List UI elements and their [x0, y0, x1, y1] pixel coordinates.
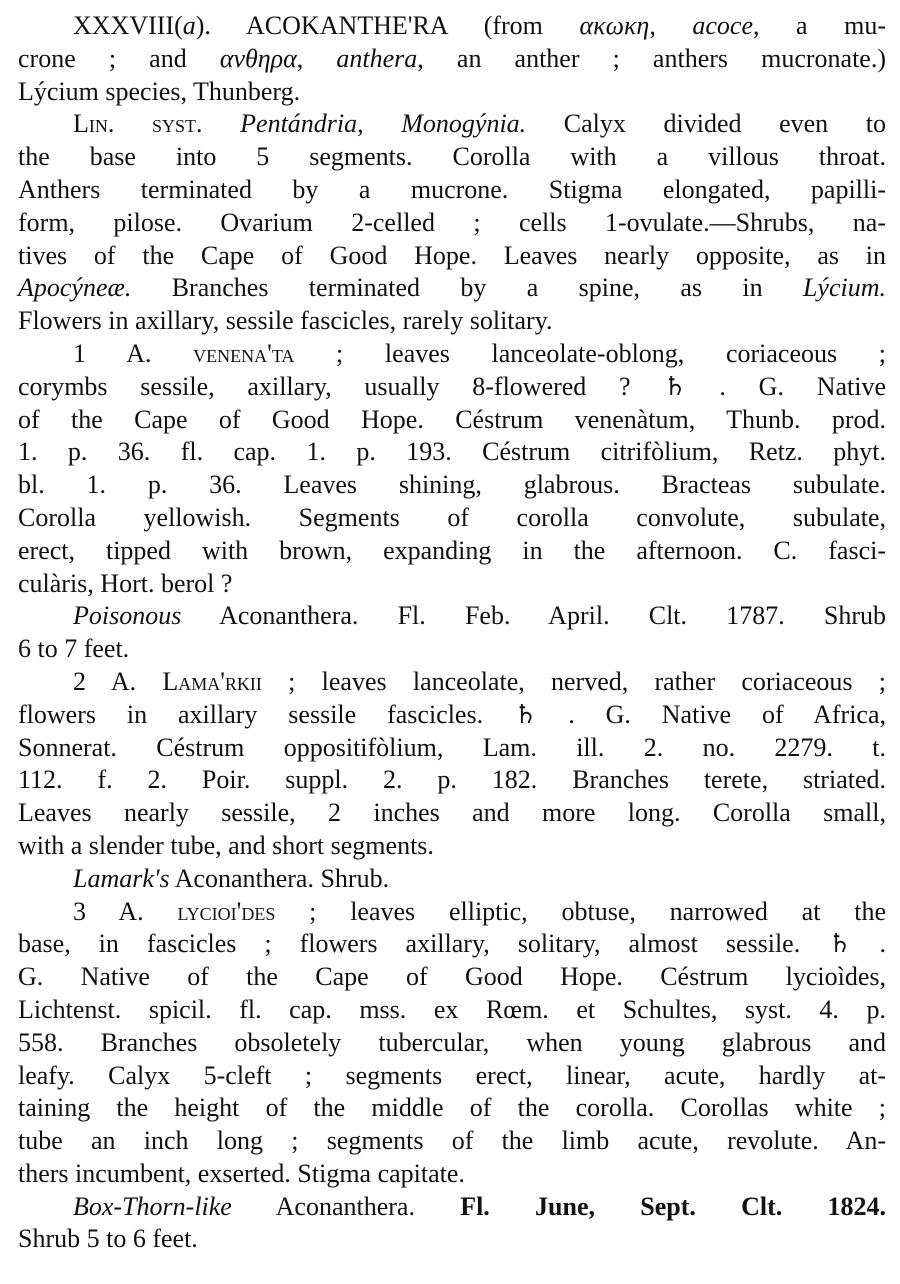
- text-run: corymbs sessile, axillary, usually 8-flowered ? ♄ . G. Native: [18, 371, 886, 401]
- text-line: [18, 666, 886, 699]
- text-run: Aconanthera.: [231, 1191, 461, 1221]
- text-line: [18, 469, 886, 502]
- text-run: base, in fascicles ; flowers axillary, solitary, almost sessile. ♄ .: [18, 929, 886, 959]
- italic-text: Poisonous: [73, 601, 182, 631]
- text-run: ; leaves lanceolate, nerved, rather coriaceous ;: [261, 666, 886, 696]
- text-line: [18, 10, 886, 43]
- text-run: Leaves nearly sessile, 2 inches and more long. Corolla small,: [18, 798, 886, 828]
- small-caps-text: Lama'rkii: [162, 666, 262, 696]
- text-run: 112. f. 2. Poir. suppl. 2. p. 182. Branches terete, striated.: [18, 765, 886, 795]
- text-run: , an anther ; anthers mucronate.): [417, 43, 886, 73]
- italic-text: ακωκη, acoce: [579, 11, 753, 40]
- text-run: XXXVIII(: [73, 11, 183, 40]
- text-line: [18, 76, 886, 109]
- text-run: Anthers terminated by a mucrone. Stigma elongated, papilli-: [18, 174, 886, 204]
- text-run: Flowers in axillary, sessile fascicles, rarely solitary.: [18, 306, 553, 336]
- text-run: erect, tipped with brown, expanding in the afternoon. C. fasci-: [18, 535, 886, 565]
- text-line: [18, 699, 886, 732]
- text-run: [203, 109, 241, 138]
- text-run: leafy. Calyx 5-cleft ; segments erect, linear, acute, hardly at-: [18, 1060, 886, 1090]
- text-run: tube an inch long ; segments of the limb acute, revolute. An-: [18, 1126, 886, 1156]
- text-run: Lichtenst. spicil. fl. cap. mss. ex Rœm. et Schultes, syst. 4. p.: [18, 994, 886, 1024]
- text-line: [18, 535, 886, 568]
- text-run: 6 to 7 feet.: [18, 634, 130, 664]
- text-line: [18, 863, 886, 896]
- text-run: Aconanthera. Shrub.: [169, 863, 390, 893]
- italic-text: a: [182, 11, 196, 40]
- text-run: G. Native of the Cape of Good Hope. Céstrum lycioìdes,: [18, 962, 886, 992]
- italic-text: Lýcium.: [802, 273, 886, 303]
- text-line: [18, 1027, 886, 1060]
- text-line: [18, 797, 886, 830]
- text-line: [18, 404, 886, 437]
- text-run: ,: [296, 43, 337, 73]
- italic-text: Pentándria, Monogýnia.: [240, 109, 527, 139]
- text-line: [18, 1191, 886, 1224]
- text-run: flowers in axillary sessile fascicles. ♄ . G. Native of Africa,: [18, 699, 886, 729]
- text-line: [18, 240, 886, 273]
- text-line: [18, 1223, 886, 1256]
- text-run: ). ACOKANTHE'RA (from: [195, 11, 580, 40]
- text-run: , a mu-: [752, 11, 886, 40]
- text-run: Sonnerat. Céstrum oppositifòlium, Lam. ill. 2. no. 2279. t.: [18, 732, 886, 762]
- text-line: [18, 436, 886, 469]
- text-line: [18, 1125, 886, 1158]
- text-run: 1 A.: [73, 338, 194, 368]
- italic-text: ανθηρα: [219, 43, 297, 73]
- text-line: [18, 928, 886, 961]
- bold-text: Fl. June, Sept. Clt. 1824.: [460, 1191, 886, 1221]
- text-run: Branches terminated by a spine, as in: [131, 273, 803, 303]
- small-caps-text: venena'ta: [193, 338, 295, 368]
- text-line: [18, 633, 886, 666]
- text-run: Lýcium species, Thunberg.: [18, 76, 301, 106]
- text-line: [18, 600, 886, 633]
- text-run: Aconanthera. Fl. Feb. April. Clt. 1787. Shrub: [181, 601, 886, 631]
- text-line: [18, 1060, 886, 1093]
- text-line: [18, 338, 886, 371]
- text-run: Corolla yellowish. Segments of corolla convolute, subulate,: [18, 502, 886, 532]
- text-run: Shrub 5 to 6 feet.: [18, 1224, 198, 1254]
- text-run: 3 A.: [73, 896, 178, 926]
- italic-text: Apocýneæ.: [18, 273, 132, 303]
- text-run: ; leaves elliptic, obtuse, narrowed at the: [275, 896, 886, 926]
- text-line: [18, 961, 886, 994]
- text-run: crone ; and: [18, 43, 220, 73]
- text-line: [18, 141, 886, 174]
- text-line: [18, 174, 886, 207]
- text-line: [18, 272, 886, 305]
- text-run: 1. p. 36. fl. cap. 1. p. 193. Céstrum citrifòlium, Retz. phyt.: [18, 437, 886, 467]
- text-line: [18, 1092, 886, 1125]
- text-run: culàris, Hort. berol ?: [18, 568, 233, 598]
- text-run: Calyx divided even to: [526, 109, 887, 139]
- small-caps-text: lycioi'des: [177, 896, 276, 926]
- small-caps-text: Lin. syst.: [73, 109, 203, 139]
- text-line: [18, 764, 886, 797]
- text-run: the base into 5 segments. Corolla with a villous throat.: [18, 142, 886, 172]
- text-run: of the Cape of Good Hope. Céstrum venenàtum, Thunb. prod.: [18, 404, 886, 434]
- text-run: with a slender tube, and short segments.: [18, 830, 434, 860]
- text-run: ; leaves lanceolate-oblong, coriaceous ;: [294, 338, 886, 368]
- text-line: [18, 994, 886, 1027]
- text-line: [18, 43, 886, 76]
- text-line: [18, 305, 886, 338]
- text-run: bl. 1. p. 36. Leaves shining, glabrous. Bracteas subulate.: [18, 470, 886, 500]
- italic-text: Box-Thorn-like: [73, 1191, 232, 1221]
- text-line: [18, 371, 886, 404]
- text-line: [18, 1158, 886, 1191]
- italic-text: anthera: [336, 43, 418, 73]
- italic-text: Lamark's: [73, 863, 170, 893]
- text-line: [18, 108, 886, 141]
- text-line: [18, 502, 886, 535]
- text-line: [18, 568, 886, 601]
- text-line: [18, 896, 886, 929]
- text-line: [18, 830, 886, 863]
- text-run: thers incumbent, exserted. Stigma capitate.: [18, 1158, 465, 1188]
- text-run: 2 A.: [73, 666, 163, 696]
- text-run: 558. Branches obsoletely tubercular, when young glabrous and: [18, 1027, 886, 1057]
- document-page: [18, 10, 886, 1256]
- text-line: [18, 207, 886, 240]
- text-line: [18, 732, 886, 765]
- text-run: taining the height of the middle of the corolla. Corollas white ;: [18, 1093, 886, 1123]
- text-run: form, pilose. Ovarium 2-celled ; cells 1-ovulate.—Shrubs, na-: [18, 207, 886, 237]
- text-run: tives of the Cape of Good Hope. Leaves nearly opposite, as in: [18, 240, 886, 270]
